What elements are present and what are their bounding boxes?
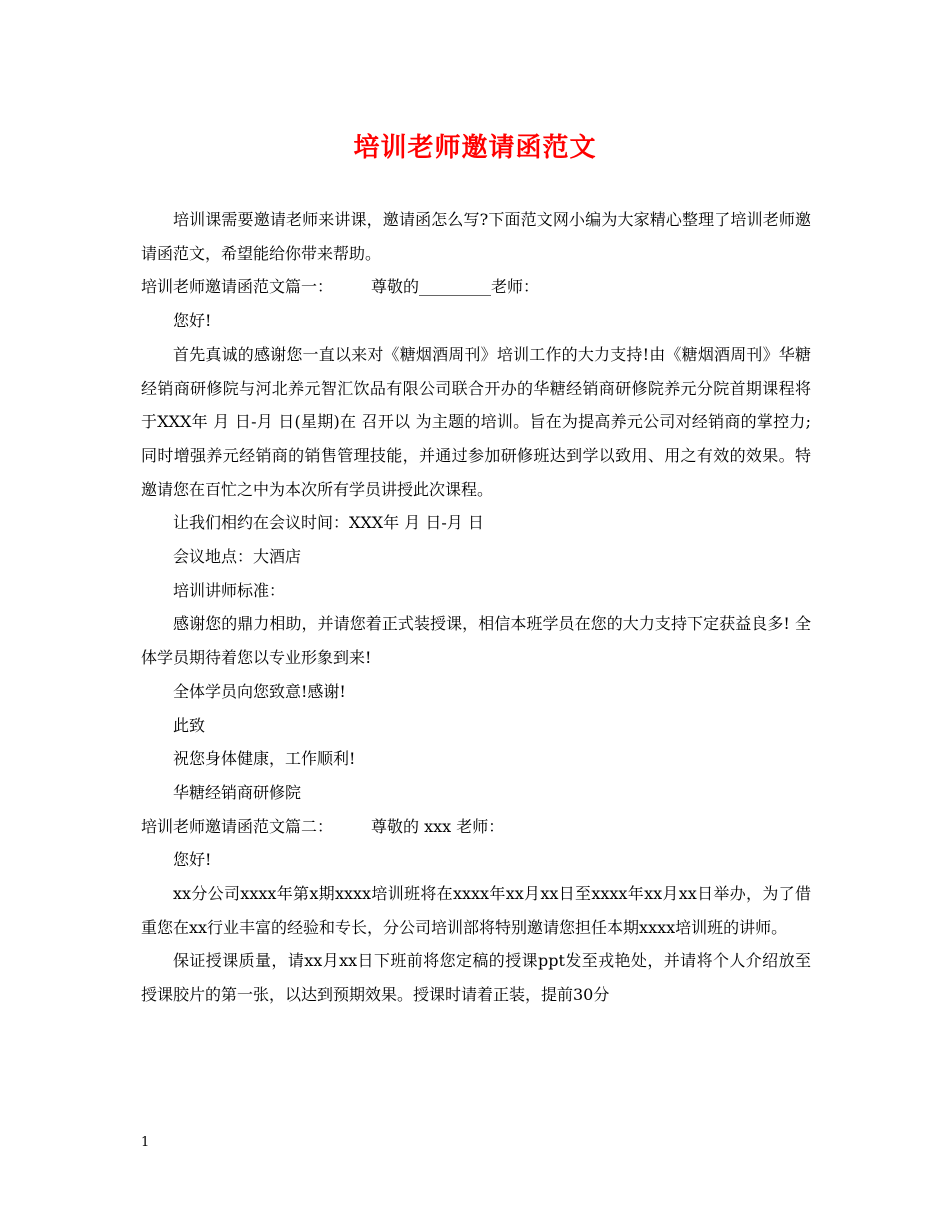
- section2-paragraph-1: xx分公司xxxx年第x期xxxx培训班将在xxxx年xx月xx日至xxxx年xx月xx日举办，为了借重您在xx行业丰富的经验和专长，分公司培训部将特别邀请您担任本期xxxx培训班的讲师。: [141, 884, 811, 937]
- section1-wish: 祝您身体健康，工作顺利!: [173, 749, 356, 769]
- intro-paragraph: 培训课需要邀请老师来讲课，邀请函怎么写?下面范文网小编为大家精心整理了培训老师邀请函范文，希望能给你带来帮助。: [141, 210, 811, 263]
- section2-heading: 培训老师邀请函范文篇二：: [141, 816, 334, 836]
- section1-thanks: 感谢您的鼎力相助，并请您着正式装授课，相信本班学员在您的大力支持下定获益良多! 全体学员期待着您以专业形象到来!: [141, 614, 811, 668]
- section1-meeting-place: 会议地点：大酒店: [173, 547, 302, 567]
- page-title: 培训老师邀请函范文: [353, 133, 597, 163]
- section1-greeting: 您好!: [173, 311, 212, 331]
- section1-signature: 华糖经销商研修院: [173, 782, 302, 802]
- section1-heading: 培训老师邀请函范文篇一：: [141, 277, 334, 297]
- section1-heading-line: [141, 270, 811, 304]
- section1-lecturer-standard: 培训讲师标准：: [173, 580, 286, 600]
- section1-closing: 此致: [173, 715, 206, 735]
- document-body: [141, 203, 811, 1012]
- section1-meeting-time: 让我们相约在会议时间：XXX年 月 日-月 日: [173, 513, 484, 533]
- section2-heading-line: [141, 810, 811, 844]
- section2-greeting: 您好!: [173, 850, 212, 870]
- section2-salutation: 尊敬的 xxx 老师：: [371, 816, 505, 836]
- section1-salutation: 尊敬的_________老师：: [371, 277, 540, 297]
- page-number: 1: [141, 1135, 150, 1150]
- section2-paragraph-2: 保证授课质量，请xx月xx日下班前将您定稿的授课ppt发至戎艳处，并请将个人介绍放至授课胶片的第一张，以达到预期效果。授课时请着正装，提前30分: [141, 951, 811, 1005]
- section1-salute: 全体学员向您致意!感谢!: [173, 681, 346, 701]
- section1-paragraph: 首先真诚的感谢您一直以来对《糖烟酒周刊》培训工作的大力支持!由《糖烟酒周刊》华糖经销商研修院与河北养元智汇饮品有限公司联合开办的华糖经销商研修院养元分院首期课程将于XXX年 月 日-月 日(星期)在 召开以 为主题的培训。旨在为提高养元公司对经销商的掌控力;同时增强养元经销商的销售管理技能，并通过参加研修班达到学以致用、用之有效的效果。特邀请您在百忙之中为本次所有学员讲授此次课程。: [141, 344, 811, 499]
